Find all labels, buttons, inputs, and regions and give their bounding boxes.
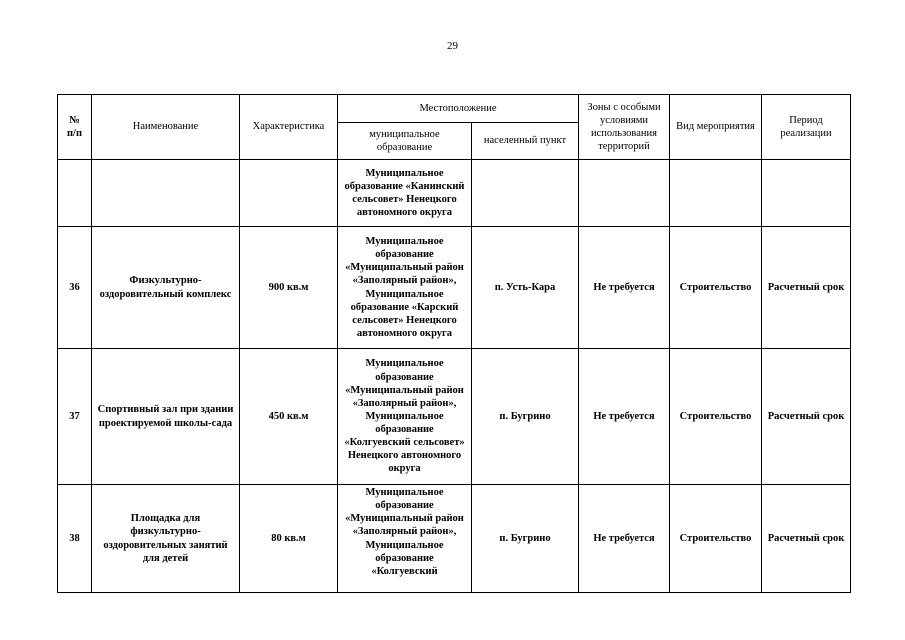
cell-name: Спортивный зал при здании проектируемой школы-сада (92, 349, 240, 485)
cell-name: Физкультурно-оздоровительный комплекс (92, 227, 240, 349)
cell-num: 36 (58, 227, 92, 349)
cell-settlement: п. Бугрино (472, 485, 579, 593)
cell-municipal: Муниципальное образование «Муниципальный район «Заполярный район», Муниципальное образование «Колгуевский (338, 485, 472, 593)
cell-characteristic: 900 кв.м (240, 227, 338, 349)
header-name: Наименование (92, 95, 240, 160)
cell-characteristic (240, 160, 338, 227)
cell-period (762, 160, 851, 227)
cell-event-type: Строительство (670, 349, 762, 485)
cell-period: Расчетный срок (762, 485, 851, 593)
cell-num: 37 (58, 349, 92, 485)
header-event-type: Вид мероприятия (670, 95, 762, 160)
cell-zones (579, 160, 670, 227)
cell-event-type: Строительство (670, 227, 762, 349)
cell-settlement (472, 160, 579, 227)
header-row-1 (58, 95, 851, 123)
cell-period: Расчетный срок (762, 349, 851, 485)
table-row (58, 349, 851, 485)
cell-name: Площадка для физкультурно-оздоровительных занятий для детей (92, 485, 240, 593)
table-row (58, 227, 851, 349)
page-number: 29 (447, 40, 458, 52)
header-settlement: населенный пункт (472, 123, 579, 160)
cell-characteristic: 80 кв.м (240, 485, 338, 593)
header-num: № п/п (58, 95, 92, 160)
cell-municipal: Муниципальное образование «Канинский сельсовет» Ненецкого автономного округа (338, 160, 472, 227)
header-period: Период реализации (762, 95, 851, 160)
cell-zones: Не требуется (579, 227, 670, 349)
cell-num: 38 (58, 485, 92, 593)
table-row (58, 160, 851, 227)
cell-event-type: Строительство (670, 485, 762, 593)
cell-name (92, 160, 240, 227)
table-row (58, 485, 851, 593)
cell-period: Расчетный срок (762, 227, 851, 349)
cell-settlement: п. Бугрино (472, 349, 579, 485)
cell-num (58, 160, 92, 227)
header-characteristic: Характеристика (240, 95, 338, 160)
cell-municipal: Муниципальное образование «Муниципальный район «Заполярный район», Муниципальное образование «Колгуевский сельсовет» Ненецкого автономного округа (338, 349, 472, 485)
header-municipal: муниципальное образование (338, 123, 472, 160)
header-zones: Зоны с особыми условиями использования территорий (579, 95, 670, 160)
header-location: Местоположение (338, 95, 579, 123)
cell-municipal: Муниципальное образование «Муниципальный район «Заполярный район», Муниципальное образование «Карский сельсовет» Ненецкого автономного округа (338, 227, 472, 349)
cell-characteristic: 450 кв.м (240, 349, 338, 485)
cell-settlement: п. Усть-Кара (472, 227, 579, 349)
cell-zones: Не требуется (579, 485, 670, 593)
cell-zones: Не требуется (579, 349, 670, 485)
cell-event-type (670, 160, 762, 227)
document-table (57, 94, 851, 593)
